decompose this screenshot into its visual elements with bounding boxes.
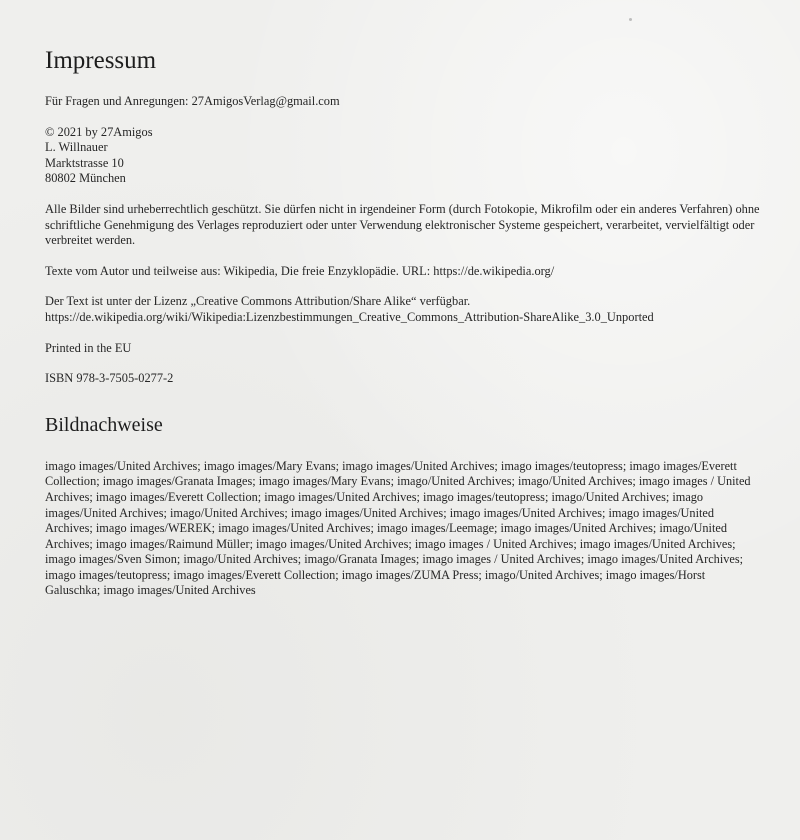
- publisher-address: [45, 125, 763, 187]
- publisher-name: L. Willnauer: [45, 140, 108, 155]
- license-notice: Der Text ist unter der Lizenz „Creative Commons Attribution/Share Alike“ verfügbar. https://de.wikipedia.org/wiki/Wikipedia:Lizenzbestimmungen_Creative_Commons_Attribution-ShareAlike_3.0_Unported: [45, 294, 654, 324]
- city-line: 80802 München: [45, 171, 126, 186]
- rights-notice: Alle Bilder sind urheberrechtlich geschützt. Sie dürfen nicht in irgendeiner Form (durch Fotokopie, Mikrofilm oder ein anderes Verfahren) ohne schriftliche Genehmigung des Verlages reproduziert oder unter Verwendung elektronischer Systeme gespeichert, verarbeitet, vervielfältigt oder verbreitet werden.: [45, 201, 760, 248]
- isbn-line: ISBN 978-3-7505-0277-2: [45, 371, 174, 386]
- printed-line: Printed in the EU: [45, 340, 132, 355]
- impressum-heading: Impressum: [45, 47, 157, 74]
- contact-line: Für Fragen und Anregungen: 27AmigosVerlag@gmail.com: [45, 94, 340, 108]
- copyright-line: © 2021 by 27Amigos: [45, 124, 153, 139]
- page-content: [45, 46, 763, 599]
- street-line: Marktstrasse 10: [45, 155, 124, 170]
- image-credits: imago images/United Archives; imago images/Mary Evans; imago images/United Archives; imago images/teutopress; imago images/Everett Collection; imago images/Granata Images; imago images/Mary Evans; imago/United Archives; imago/United Archives; imago images / United Archives; imago images/Everett Collection; imago images/United Archives; imago images/teutopress; imago/United Archives; imago images/United Archives; imago/United Archives; imago images/United Archives; imago images/United Archives; imago images/United Archives; imago images/WEREK; imago images/United Archives; imago images/Leemage; imago images/United Archives; imago/United Archives; imago images/Raimund Müller; imago images/United Archives; imago images / United Archives; imago images/United Archives; imago images/Sven Simon; imago/United Archives; imago/Granata Images; imago images / United Archives; imago images/United Archives; imago images/teutopress; imago images/Everett Collection; imago images/ZUMA Press; imago/United Archives; imago images/Horst Galuschka; imago images/United Archives: [45, 458, 751, 598]
- bildnachweise-heading: Bildnachweise: [45, 413, 163, 436]
- paper-speck: [629, 18, 632, 21]
- texts-source: Texte vom Autor und teilweise aus: Wikipedia, Die freie Enzyklopädie. URL: https://de.wikipedia.org/: [45, 263, 555, 278]
